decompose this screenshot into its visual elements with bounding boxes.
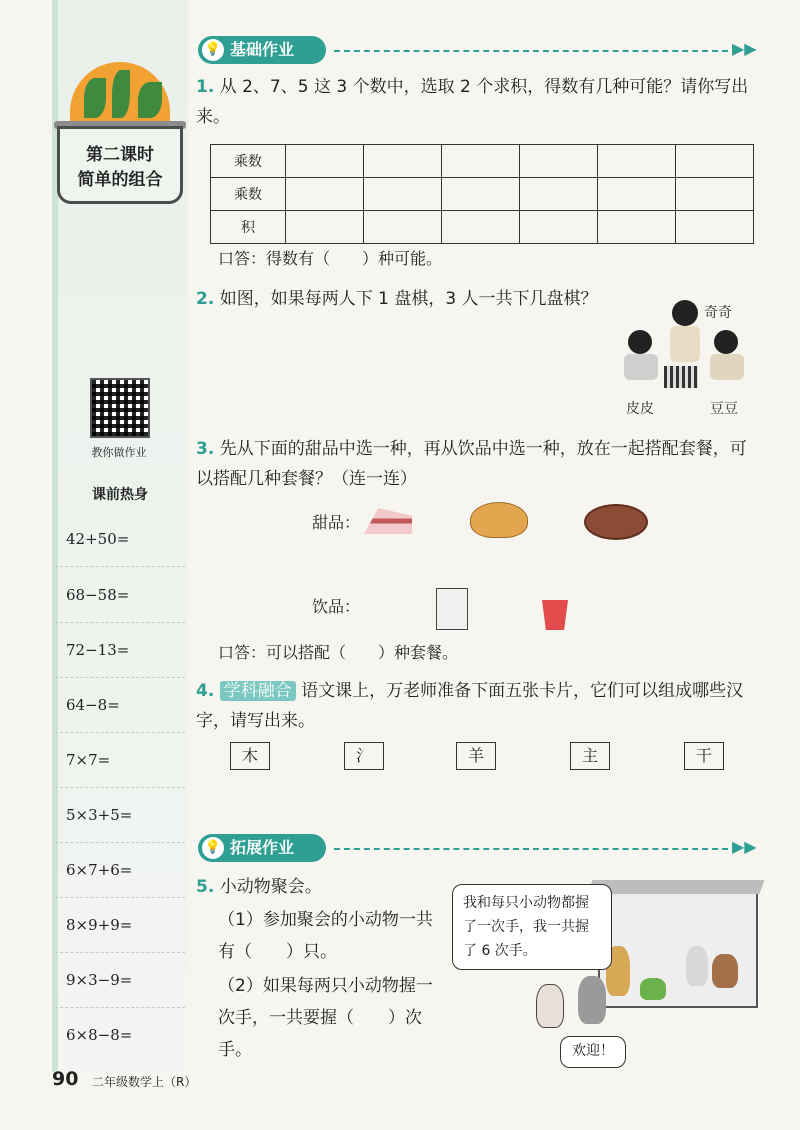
section-header-basic (198, 36, 758, 64)
divider (55, 566, 185, 567)
calc-item: 68−58= (66, 586, 130, 604)
head-icon (714, 330, 738, 354)
name-label: 皮皮 (626, 401, 654, 417)
question-3 (196, 434, 758, 494)
table-cell[interactable] (364, 145, 442, 178)
drink-label: 饮品： (312, 597, 361, 616)
speech-bubble: 我和每只小动物都握了一次手，我一共握了 6 次手。 (452, 884, 612, 970)
character-card[interactable]: 干 (684, 742, 724, 770)
lightbulb-icon: 💡 (202, 39, 224, 61)
question-5 (196, 872, 322, 902)
table-cell[interactable] (286, 211, 364, 244)
rabbit-icon (686, 946, 708, 986)
subject-tag: 学科融合 (220, 681, 296, 701)
table-row (211, 178, 754, 211)
calc-item: 64−8= (66, 696, 120, 714)
cat-icon (536, 984, 564, 1028)
question-text: 语文课上，万老师准备下面五张卡片，它们可以组成哪些汉字，请写出来。 (196, 681, 744, 731)
divider (55, 897, 185, 898)
table-row (211, 211, 754, 244)
question-number: 2. (196, 289, 215, 309)
table-cell[interactable] (442, 178, 520, 211)
leaf-icon (138, 82, 162, 118)
question-number: 1. (196, 77, 215, 97)
divider (55, 622, 185, 623)
table-cell[interactable] (442, 211, 520, 244)
body-icon (624, 354, 658, 380)
table-cell[interactable] (520, 211, 598, 244)
divider (55, 952, 185, 953)
roof-icon (587, 880, 764, 894)
question-number: 4. (196, 681, 215, 701)
character-card[interactable]: 主 (570, 742, 610, 770)
table-cell[interactable] (676, 178, 754, 211)
question-text: 从 2、7、5 这 3 个数中，选取 2 个求积，得数有几种可能？请你写出来。 (196, 77, 749, 127)
table-cell[interactable] (598, 178, 676, 211)
divider (55, 677, 185, 678)
leaf-icon (112, 70, 130, 118)
calc-item: 9×3−9= (66, 971, 133, 989)
table-cell[interactable] (364, 211, 442, 244)
character-card[interactable]: 氵 (344, 742, 384, 770)
character-card[interactable]: 木 (230, 742, 270, 770)
cake-icon[interactable] (364, 508, 412, 534)
calc-item: 7×7= (66, 751, 111, 769)
name-label: 豆豆 (710, 401, 738, 417)
body-icon (670, 326, 700, 362)
question-text: 先从下面的甜品中选一种，再从饮品中选一种，放在一起搭配套餐，可以搭配几种套餐？（连一连） (196, 439, 747, 489)
product-table (210, 144, 754, 244)
calc-item: 6×8−8= (66, 1026, 133, 1044)
table-cell[interactable] (286, 178, 364, 211)
table-row (211, 145, 754, 178)
q5-sub1: （1）参加聚会的小动物一共有（ ）只。 (218, 910, 433, 962)
qr-caption: 教你做作业 (91, 446, 147, 459)
question-text: 如图，如果每两人下 1 盘棋，3 人一共下几盘棋？ (219, 289, 598, 309)
frog-icon (640, 978, 666, 1000)
warmup-title: 课前热身 (92, 487, 148, 503)
drink-cup-icon[interactable] (542, 600, 568, 630)
calc-item: 42+50= (66, 530, 130, 548)
calc-item: 72−13= (66, 641, 130, 659)
name-label: 奇奇 (704, 305, 732, 321)
question-number: 3. (196, 439, 215, 459)
body-icon (710, 354, 744, 380)
character-card[interactable]: 羊 (456, 742, 496, 770)
head-icon (672, 300, 698, 326)
table-cell[interactable] (598, 211, 676, 244)
row-header: 乘数 (211, 145, 286, 178)
leaf-icon (84, 78, 106, 118)
section-title: 基础作业 (198, 36, 326, 64)
gray-cat-icon (578, 976, 606, 1024)
double-arrow-icon: ▶▶ (732, 837, 757, 856)
calc-item: 5×3+5= (66, 806, 133, 824)
row-header: 积 (211, 211, 286, 244)
chessboard-icon (664, 366, 698, 388)
divider (55, 732, 185, 733)
table-cell[interactable] (520, 145, 598, 178)
table-cell[interactable] (286, 145, 364, 178)
calc-item: 6×7+6= (66, 861, 133, 879)
question-number: 5. (196, 877, 215, 897)
dashed-line (334, 848, 728, 850)
table-cell[interactable] (676, 145, 754, 178)
question-4 (196, 676, 758, 736)
dashed-line (334, 50, 728, 52)
question-text: 小动物聚会。 (219, 877, 322, 897)
section-title: 拓展作业 (198, 834, 326, 862)
croissant-icon[interactable] (470, 502, 528, 538)
table-cell[interactable] (364, 178, 442, 211)
section-header-extended (198, 834, 758, 862)
table-cell[interactable] (442, 145, 520, 178)
welcome-bubble: 欢迎！ (560, 1036, 626, 1068)
divider (55, 787, 185, 788)
q5-sub2: （2）如果每两只小动物握一次手，一共要握（ ）次手。 (218, 976, 433, 1060)
milk-carton-icon[interactable] (436, 588, 468, 630)
lesson-title (57, 126, 183, 204)
divider (55, 1007, 185, 1008)
double-arrow-icon: ▶▶ (732, 39, 757, 58)
horse-icon (712, 954, 738, 988)
head-icon (628, 330, 652, 354)
lightbulb-icon: 💡 (202, 837, 224, 859)
qr-code[interactable] (90, 378, 150, 438)
table-cell[interactable] (676, 211, 754, 244)
lesson-line-2: 简单的组合 (77, 170, 163, 190)
question-1 (196, 72, 756, 132)
divider (55, 842, 185, 843)
calc-item: 8×9+9= (66, 916, 133, 934)
donut-icon[interactable] (584, 504, 648, 540)
table-cell[interactable] (520, 178, 598, 211)
dessert-label: 甜品： (312, 513, 361, 532)
row-header: 乘数 (211, 178, 286, 211)
lesson-line-1: 第二课时 (86, 145, 154, 165)
q1-answer: 口答：得数有（ ）种可能。 (218, 249, 443, 268)
page-number: 90 (52, 1068, 79, 1090)
table-cell[interactable] (598, 145, 676, 178)
book-name: 二年级数学上（R） (92, 1075, 197, 1089)
q3-answer: 口答：可以搭配（ ）种套餐。 (218, 643, 459, 662)
